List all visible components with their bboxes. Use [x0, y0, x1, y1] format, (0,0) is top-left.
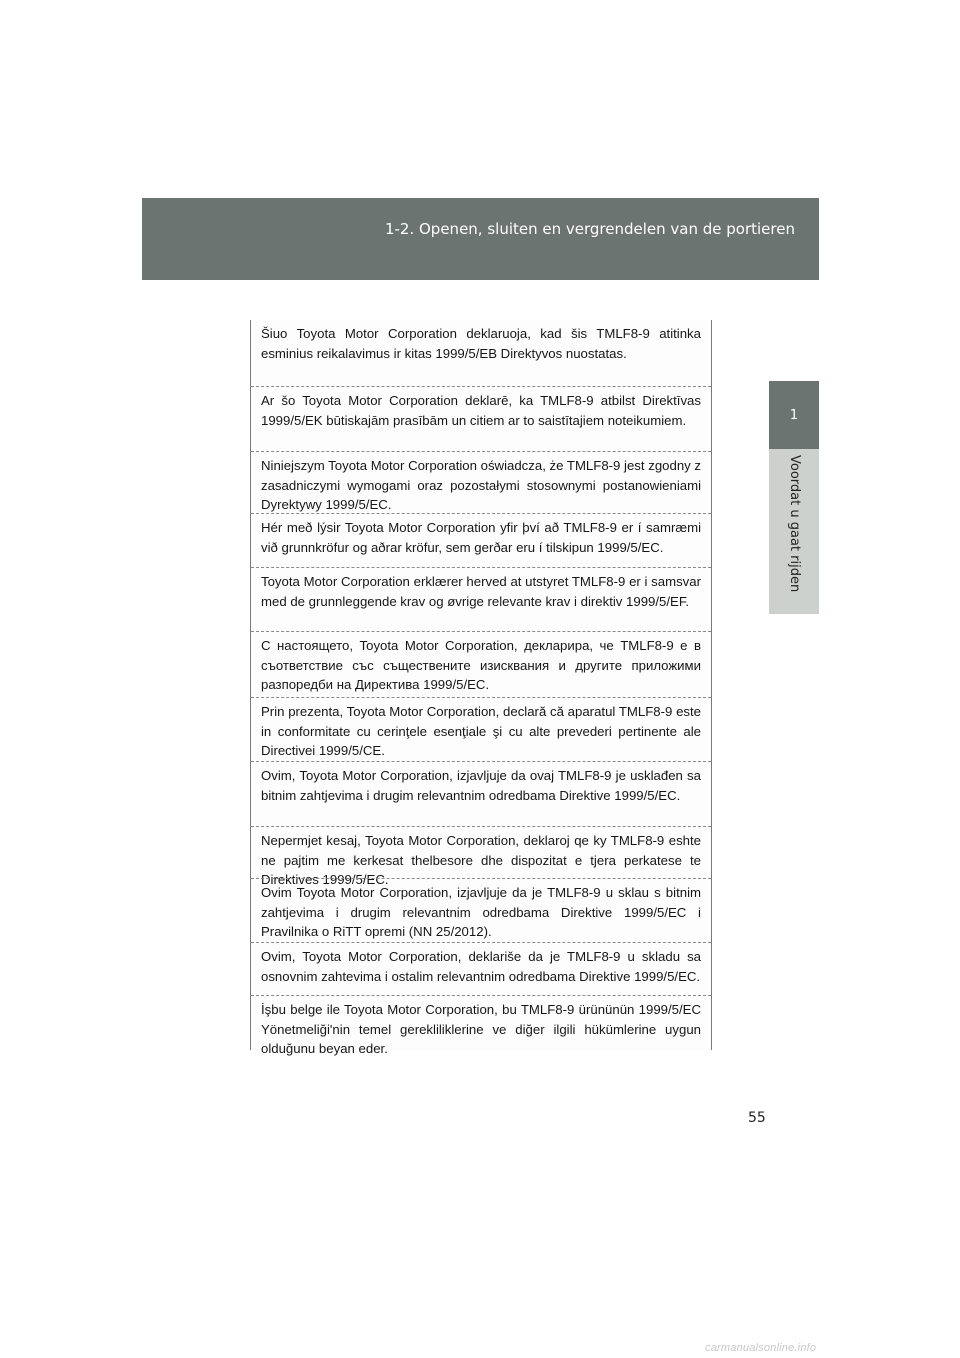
declaration-lithuanian: Šiuo Toyota Motor Corporation deklaruoja, kad šis TMLF8-9 atitinka esminius reikalavimus ir kitas 1999/5/EB Direktyvos nuostatas. [261, 326, 701, 361]
declaration-serbian: Ovim, Toyota Motor Corporation, deklariše da je TMLF8-9 u skladu sa osnovnim zahtevima i ostalim relevantnim odredbama Direktive 1999/5/EC. [251, 942, 711, 998]
declaration-icelandic: Hér með lýsir Toyota Motor Corporation yfir því að TMLF8-9 er í samræmi við grunnkröfur og aðrar kröfur, sem gerðar eru í tilskipun 1999/5/EC. [251, 513, 711, 569]
declaration-polish: Niniejszym Toyota Motor Corporation oświadcza, że TMLF8-9 jest zgodny z zasadniczymi wymogami oraz pozostałymi stosownymi postanowieniami Dyrektywy 1999/5/EC. [251, 451, 711, 513]
declaration-bosnian: Ovim, Toyota Motor Corporation, izjavljuje da ovaj TMLF8-9 je usklađen sa bitnim zahtjevima i drugim relevantnim odredbama Direktive 1999/5/EC. [251, 761, 711, 826]
page-number: 55 [748, 1110, 766, 1126]
chapter-number: 1 [789, 407, 799, 423]
declaration-latvian: Ar šo Toyota Motor Corporation deklarē, ka TMLF8-9 atbilst Direktīvas 1999/5/EK būtiskajām prasībām un citiem ar to saistītajiem noteikumiem. [251, 386, 711, 450]
declaration-bulgarian: С настоящето, Toyota Motor Corporation, декларира, че TMLF8-9 е в съответствие със съществените изисквания и другите приложими разпоредби на Директива 1999/5/ЕС. [251, 631, 711, 697]
declaration-box [250, 320, 712, 1056]
declaration-romanian: Prin prezenta, Toyota Motor Corporation, declară că aparatul TMLF8-9 este in conformitate cu cerinţele esenţiale şi cu alte prevederi pertinente ale Directivei 1999/5/CE. [251, 697, 711, 761]
chapter-label: Voordat u gaat rijden [787, 455, 802, 593]
section-title: 1-2. Openen, sluiten en vergrendelen van de portieren [384, 220, 795, 238]
declaration-turkish: İşbu belge ile Toyota Motor Corporation, bu TMLF8-9 ürününün 1999/5/EC Yönetmeliği'nin temel gerekliliklerine ve diğer ilgili hükümlerine uygun olduğunu beyan eder. [251, 995, 711, 1050]
declaration-norwegian: Toyota Motor Corporation erklærer herved at utstyret TMLF8-9 er i samsvar med de grunnleggende krav og øvrige relevante krav i direktiv 1999/5/EF. [251, 567, 711, 631]
section-header [142, 198, 819, 280]
declaration-croatian: Ovim Toyota Motor Corporation, izjavljuje da je TMLF8-9 u sklau s bitnim zahtjevima i drugim relevantnim odredbama Direktive 1999/5/EC i Pravilnika o RiTT opremi (NN 25/2012). [251, 878, 711, 942]
declaration-albanian: Nepermjet kesaj, Toyota Motor Corporation, deklaroj qe ky TMLF8-9 eshte ne pajtim me kerkesat thelbesore dhe dispozitat e tjera perkatese te Direktives 1999/5/EC. [251, 826, 711, 880]
chapter-tab [769, 381, 819, 449]
watermark: carmanualsonline.info [705, 1342, 817, 1354]
